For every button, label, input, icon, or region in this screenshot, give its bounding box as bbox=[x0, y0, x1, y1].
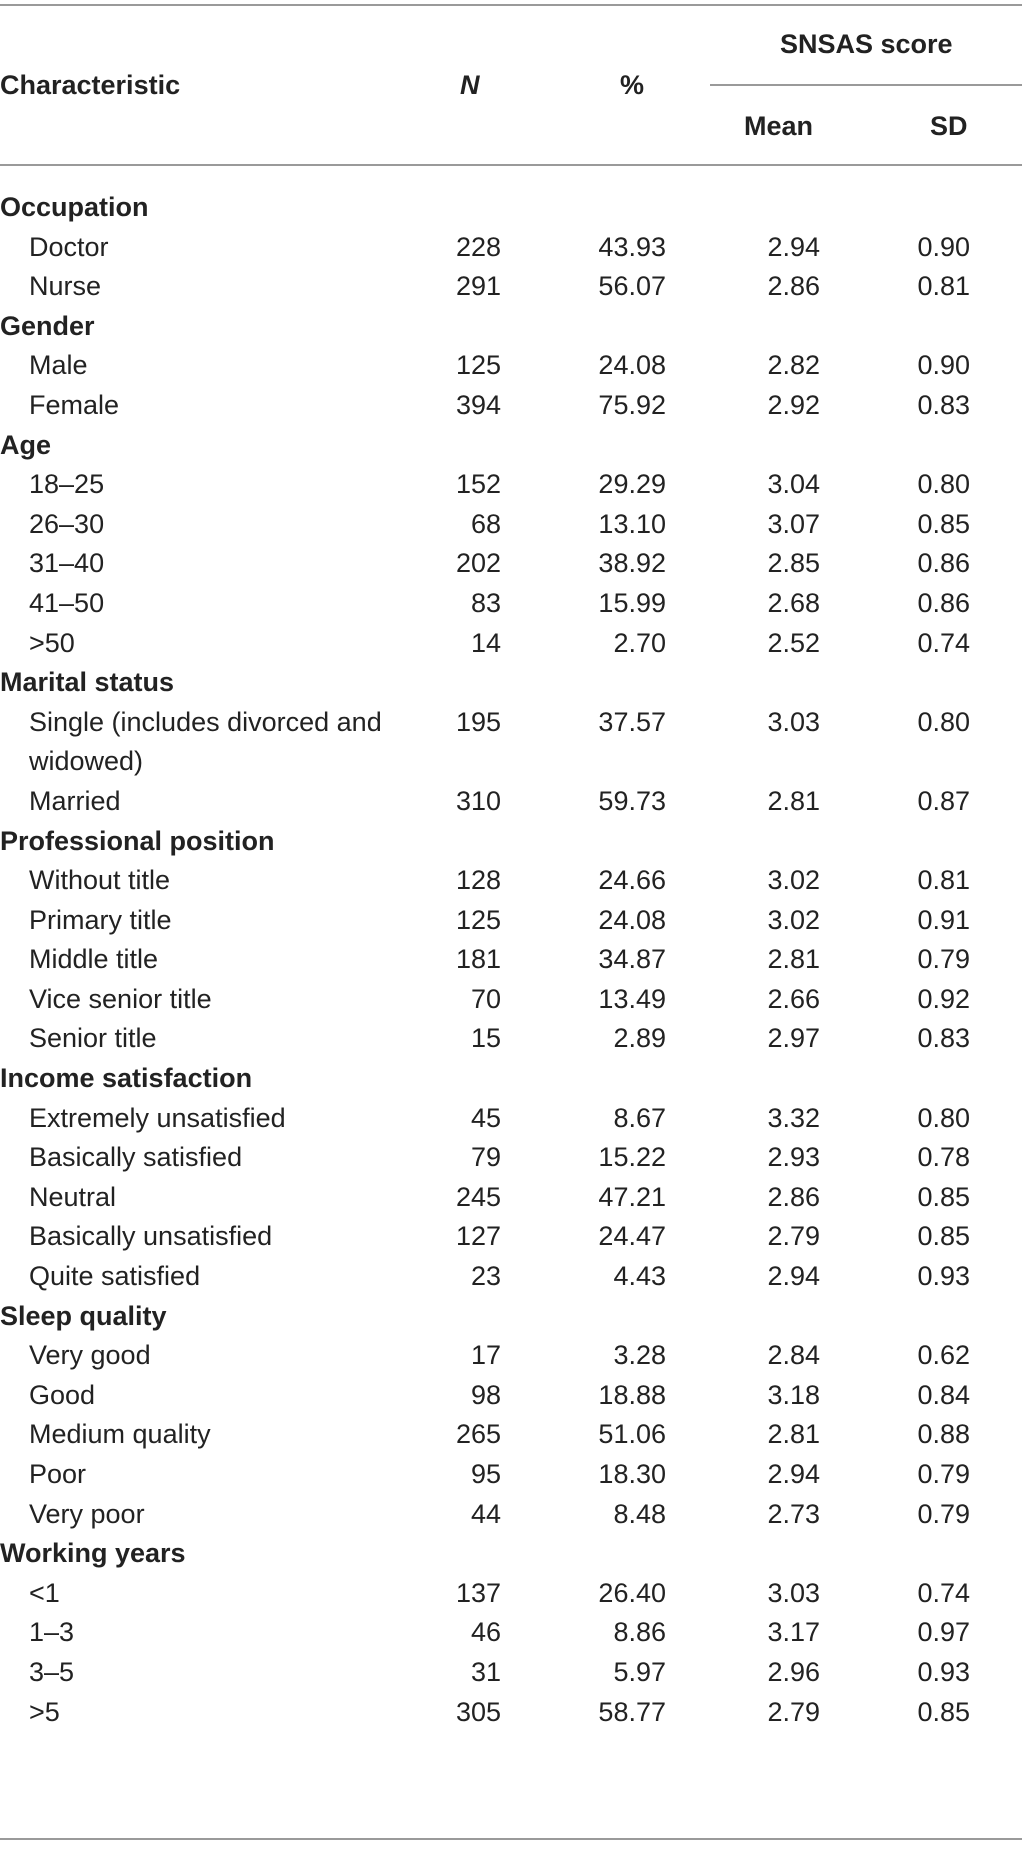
group-row bbox=[0, 188, 1022, 228]
cell-percent: 8.67 bbox=[613, 1102, 666, 1133]
cell-percent: 3.28 bbox=[613, 1340, 666, 1371]
group-label: Income satisfaction bbox=[0, 1063, 253, 1094]
cell-percent: 56.07 bbox=[598, 271, 666, 302]
group-row bbox=[0, 663, 1022, 703]
group-label: Gender bbox=[0, 310, 95, 341]
row-label: Single (includes divorced and widowed) bbox=[29, 706, 382, 777]
cell-sd: 0.87 bbox=[917, 785, 970, 816]
cell-percent: 38.92 bbox=[598, 548, 666, 579]
row-label: Very poor bbox=[29, 1498, 145, 1529]
cell-n: 31 bbox=[470, 1656, 501, 1687]
header-sd: SD bbox=[930, 111, 968, 141]
cell-sd: 0.62 bbox=[917, 1340, 970, 1371]
cell-mean: 2.84 bbox=[767, 1340, 820, 1371]
table-row bbox=[0, 267, 1022, 307]
header-characteristic: Characteristic bbox=[0, 70, 181, 100]
table-row bbox=[0, 1653, 1022, 1693]
row-label: Good bbox=[29, 1379, 96, 1410]
table-bottom-rule bbox=[0, 1838, 1022, 1840]
group-row bbox=[0, 822, 1022, 862]
row-label: 1–3 bbox=[29, 1617, 75, 1648]
cell-sd: 0.84 bbox=[917, 1379, 970, 1410]
cell-n: 265 bbox=[455, 1419, 501, 1450]
group-label: Working years bbox=[0, 1538, 186, 1569]
cell-mean: 2.79 bbox=[767, 1221, 820, 1252]
group-label: Occupation bbox=[0, 192, 149, 222]
cell-sd: 0.85 bbox=[917, 1696, 970, 1727]
cell-sd: 0.85 bbox=[917, 1221, 970, 1252]
group-row bbox=[0, 307, 1022, 347]
table-row bbox=[0, 1574, 1022, 1614]
cell-mean: 2.86 bbox=[767, 1181, 820, 1212]
cell-mean: 2.92 bbox=[767, 389, 820, 420]
cell-n: 79 bbox=[470, 1142, 501, 1173]
row-label: Doctor bbox=[29, 231, 109, 262]
cell-n: 137 bbox=[455, 1577, 501, 1608]
row-label: Nurse bbox=[29, 271, 102, 302]
cell-mean: 2.96 bbox=[767, 1656, 820, 1687]
cell-sd: 0.80 bbox=[917, 706, 970, 737]
cell-mean: 3.03 bbox=[767, 1577, 820, 1608]
row-label: <1 bbox=[29, 1577, 60, 1608]
group-label: Age bbox=[0, 429, 52, 460]
row-label: >5 bbox=[29, 1696, 60, 1727]
cell-sd: 0.81 bbox=[917, 865, 970, 896]
table-row bbox=[0, 1376, 1022, 1416]
table-row bbox=[0, 505, 1022, 545]
cell-n: 152 bbox=[455, 469, 501, 500]
cell-sd: 0.83 bbox=[917, 389, 970, 420]
cell-percent: 2.70 bbox=[613, 627, 666, 658]
cell-mean: 2.94 bbox=[767, 1261, 820, 1292]
cell-percent: 4.43 bbox=[613, 1261, 666, 1292]
cell-percent: 13.49 bbox=[598, 983, 666, 1014]
cell-n: 98 bbox=[470, 1379, 501, 1410]
table-row bbox=[0, 544, 1022, 584]
cell-sd: 0.91 bbox=[917, 904, 970, 935]
cell-mean: 2.52 bbox=[767, 627, 820, 658]
cell-mean: 3.17 bbox=[767, 1617, 820, 1648]
table-row bbox=[0, 980, 1022, 1020]
group-label: Sleep quality bbox=[0, 1300, 167, 1331]
table-row bbox=[0, 1138, 1022, 1178]
cell-percent: 51.06 bbox=[598, 1419, 666, 1450]
cell-percent: 58.77 bbox=[598, 1696, 666, 1727]
table-row bbox=[0, 1099, 1022, 1139]
cell-mean: 2.66 bbox=[767, 983, 820, 1014]
cell-sd: 0.88 bbox=[917, 1419, 970, 1450]
cell-n: 95 bbox=[470, 1459, 501, 1489]
table-row bbox=[0, 1455, 1022, 1495]
cell-mean: 2.97 bbox=[767, 1023, 820, 1054]
table-row bbox=[0, 1415, 1022, 1455]
cell-mean: 3.18 bbox=[767, 1379, 820, 1410]
row-label: 26–30 bbox=[29, 508, 105, 539]
cell-n: 305 bbox=[455, 1696, 501, 1727]
cell-n: 15 bbox=[470, 1023, 501, 1054]
cell-percent: 8.48 bbox=[613, 1498, 666, 1529]
row-label: 41–50 bbox=[29, 587, 105, 618]
cell-n: 125 bbox=[455, 350, 501, 381]
table-row bbox=[0, 1693, 1022, 1733]
cell-n: 68 bbox=[470, 508, 501, 539]
table-row bbox=[0, 901, 1022, 941]
group-label: Professional position bbox=[0, 825, 275, 856]
header-mean: Mean bbox=[744, 111, 814, 141]
cell-percent: 13.10 bbox=[598, 508, 666, 539]
row-label: Extremely unsatisfied bbox=[29, 1102, 286, 1133]
cell-percent: 8.86 bbox=[613, 1617, 666, 1648]
cell-mean: 2.68 bbox=[767, 587, 820, 618]
table-row bbox=[0, 624, 1022, 664]
cell-mean: 2.81 bbox=[767, 944, 820, 975]
row-label: Very good bbox=[29, 1340, 151, 1371]
cell-percent: 2.89 bbox=[613, 1023, 666, 1054]
cell-mean: 2.79 bbox=[767, 1696, 820, 1727]
row-label: Basically satisfied bbox=[29, 1142, 243, 1173]
cell-sd: 0.79 bbox=[917, 944, 970, 975]
cell-sd: 0.83 bbox=[917, 1023, 970, 1054]
cell-mean: 2.93 bbox=[767, 1142, 820, 1173]
group-row bbox=[0, 1534, 1022, 1574]
cell-sd: 0.85 bbox=[917, 1181, 970, 1212]
cell-sd: 0.78 bbox=[917, 1142, 970, 1173]
cell-n: 17 bbox=[470, 1340, 501, 1371]
row-label: Medium quality bbox=[29, 1419, 211, 1450]
cell-n: 45 bbox=[470, 1102, 501, 1133]
row-label: 18–25 bbox=[29, 469, 105, 500]
cell-mean: 3.02 bbox=[767, 865, 820, 896]
cell-mean: 2.86 bbox=[767, 271, 820, 302]
table-row bbox=[0, 782, 1022, 822]
cell-percent: 59.73 bbox=[598, 785, 666, 816]
table-row bbox=[0, 861, 1022, 901]
cell-n: 228 bbox=[455, 231, 501, 262]
cell-mean: 3.07 bbox=[767, 508, 820, 539]
group-row bbox=[0, 1059, 1022, 1099]
cell-sd: 0.93 bbox=[917, 1261, 970, 1292]
cell-mean: 2.73 bbox=[767, 1498, 820, 1529]
cell-sd: 0.90 bbox=[917, 350, 970, 381]
cell-sd: 0.86 bbox=[917, 587, 970, 618]
cell-mean: 3.02 bbox=[767, 904, 820, 935]
cell-n: 202 bbox=[455, 548, 501, 579]
cell-percent: 75.92 bbox=[598, 389, 666, 420]
cell-mean: 2.94 bbox=[767, 231, 820, 262]
table-body bbox=[0, 188, 1022, 1732]
cell-percent: 29.29 bbox=[598, 469, 666, 500]
cell-percent: 37.57 bbox=[598, 706, 666, 737]
cell-n: 394 bbox=[455, 389, 501, 420]
cell-n: 14 bbox=[470, 627, 501, 658]
row-label: Without title bbox=[29, 865, 171, 896]
table-row bbox=[0, 1178, 1022, 1218]
group-label: Marital status bbox=[0, 667, 175, 698]
cell-percent: 5.97 bbox=[613, 1656, 666, 1687]
row-label: Male bbox=[29, 350, 88, 381]
cell-percent: 18.30 bbox=[598, 1459, 666, 1489]
cell-sd: 0.80 bbox=[917, 469, 970, 500]
table-row bbox=[0, 465, 1022, 505]
header-snsas-subrule bbox=[710, 84, 1022, 86]
row-label: Primary title bbox=[29, 904, 172, 935]
cell-percent: 24.08 bbox=[598, 904, 666, 935]
row-label: Married bbox=[29, 785, 121, 816]
cell-n: 127 bbox=[455, 1221, 501, 1252]
cell-n: 70 bbox=[470, 983, 501, 1014]
cell-sd: 0.79 bbox=[917, 1498, 970, 1529]
row-label: Neutral bbox=[29, 1181, 117, 1212]
cell-percent: 47.21 bbox=[598, 1181, 666, 1212]
cell-percent: 43.93 bbox=[598, 231, 666, 262]
cell-mean: 3.04 bbox=[767, 469, 820, 500]
cell-sd: 0.80 bbox=[917, 1102, 970, 1133]
cell-mean: 2.81 bbox=[767, 785, 820, 816]
cell-n: 181 bbox=[455, 944, 501, 975]
cell-sd: 0.93 bbox=[917, 1656, 970, 1687]
cell-n: 195 bbox=[455, 706, 501, 737]
cell-percent: 24.08 bbox=[598, 350, 666, 381]
cell-percent: 18.88 bbox=[598, 1379, 666, 1410]
cell-mean: 2.81 bbox=[767, 1419, 820, 1450]
cell-mean: 2.82 bbox=[767, 350, 820, 381]
table-row bbox=[0, 386, 1022, 426]
row-label: Middle title bbox=[29, 944, 159, 975]
cell-sd: 0.79 bbox=[917, 1459, 970, 1489]
cell-mean: 3.03 bbox=[767, 706, 820, 737]
table-row bbox=[0, 228, 1022, 268]
table-row bbox=[0, 1336, 1022, 1376]
cell-n: 125 bbox=[455, 904, 501, 935]
cell-n: 310 bbox=[455, 785, 501, 816]
cell-percent: 15.99 bbox=[598, 587, 666, 618]
cell-mean: 2.85 bbox=[767, 548, 820, 579]
cell-n: 128 bbox=[455, 865, 501, 896]
cell-sd: 0.97 bbox=[917, 1617, 970, 1648]
row-label: Quite satisfied bbox=[29, 1261, 201, 1292]
row-label: Female bbox=[29, 389, 120, 420]
group-row bbox=[0, 426, 1022, 466]
cell-n: 291 bbox=[455, 271, 501, 302]
cell-n: 44 bbox=[470, 1498, 501, 1529]
cell-percent: 24.66 bbox=[598, 865, 666, 896]
table-row bbox=[0, 1257, 1022, 1297]
table-row bbox=[0, 1613, 1022, 1653]
cell-percent: 34.87 bbox=[598, 944, 666, 975]
cell-sd: 0.85 bbox=[917, 508, 970, 539]
row-label: 3–5 bbox=[29, 1656, 75, 1687]
cell-n: 83 bbox=[470, 587, 501, 618]
table-row bbox=[0, 703, 1022, 782]
group-row bbox=[0, 1297, 1022, 1337]
cell-mean: 2.94 bbox=[767, 1459, 820, 1489]
table-row bbox=[0, 1019, 1022, 1059]
cell-percent: 15.22 bbox=[598, 1142, 666, 1173]
table-row bbox=[0, 346, 1022, 386]
cell-n: 46 bbox=[470, 1617, 501, 1648]
row-label: Poor bbox=[29, 1459, 87, 1489]
cell-sd: 0.74 bbox=[917, 627, 970, 658]
row-label: 31–40 bbox=[29, 548, 105, 579]
row-label: Senior title bbox=[29, 1023, 157, 1054]
cell-mean: 3.32 bbox=[767, 1102, 820, 1133]
cell-percent: 26.40 bbox=[598, 1577, 666, 1608]
cell-n: 245 bbox=[455, 1181, 501, 1212]
header-n: N bbox=[460, 70, 480, 100]
cell-percent: 24.47 bbox=[598, 1221, 666, 1252]
table-row bbox=[0, 940, 1022, 980]
cell-sd: 0.86 bbox=[917, 548, 970, 579]
row-label: >50 bbox=[29, 627, 75, 658]
cell-sd: 0.90 bbox=[917, 231, 970, 262]
header-bottom-rule bbox=[0, 164, 1022, 166]
header-percent: % bbox=[620, 70, 645, 100]
table-row bbox=[0, 584, 1022, 624]
cell-sd: 0.81 bbox=[917, 271, 970, 302]
row-label: Vice senior title bbox=[29, 983, 212, 1014]
table-row bbox=[0, 1217, 1022, 1257]
table-row bbox=[0, 1495, 1022, 1535]
cell-sd: 0.92 bbox=[917, 983, 970, 1014]
row-label: Basically unsatisfied bbox=[29, 1221, 273, 1252]
table-top-rule bbox=[0, 4, 1022, 6]
cell-sd: 0.74 bbox=[917, 1577, 970, 1608]
cell-n: 23 bbox=[470, 1261, 501, 1292]
header-snsas-score: SNSAS score bbox=[780, 29, 953, 59]
